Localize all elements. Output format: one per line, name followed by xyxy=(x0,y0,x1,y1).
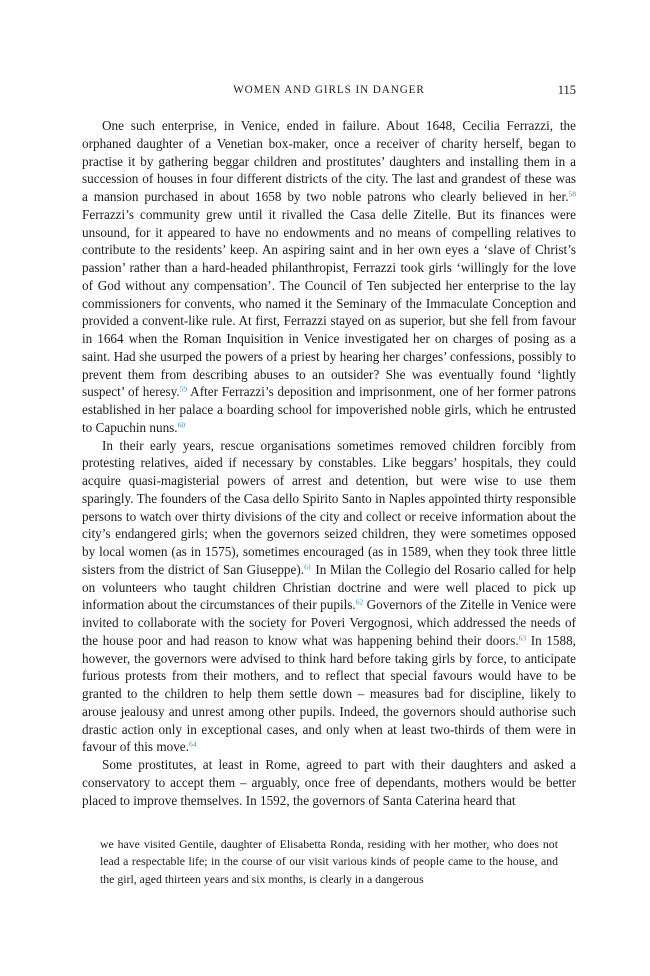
footnote-marker[interactable]: 58 xyxy=(568,189,576,199)
paragraph-text: In 1588, however, the governors were advised to think hard before taking girls by force, to anticipate furious protests from their mothers, and to reflect that special favours would have to be granted to the children to help them settle down – measures bad for discipline, likely to arouse jealousy and unrest among other pupils. Indeed, the governors should authorise such drastic action only in exceptional cases, and only when at least two-thirds of them were in favour of this move. xyxy=(82,632,576,755)
paragraph-text: Governors of the Zitelle in Venice were invited to collaborate with the society for Poveri Vergognosi, which addressed the needs of the house poor and had reason to know what was happening behind their doors. xyxy=(82,597,576,648)
body-text xyxy=(82,117,576,809)
footnote-marker[interactable]: 63 xyxy=(518,633,527,643)
paragraph-text: In their early years, rescue organisations sometimes removed children forcibly from protesting relatives, aided if necessary by constables. Like beggars’ hospitals, they could acquire quasi-magisterial powers of arrest and detention, but were wise to use them sparingly. The founders of the Casa dello Spirito Santo in Naples appointed thirty responsible persons to watch over thirty divisions of the city and collect or receive information about the city’s endangered girls; when the governors seized children, they were sometimes opposed by local women (as in 1575), sometimes encouraged (as in 1589, when they took three little sisters from the district of San Giuseppe). xyxy=(82,437,576,577)
footnote-marker[interactable]: 60 xyxy=(177,420,186,430)
page-number: 115 xyxy=(557,83,576,97)
paragraph-ferrazzi xyxy=(82,117,576,437)
footnote-marker[interactable]: 62 xyxy=(355,597,364,607)
paragraph-rescue-organisations xyxy=(82,437,576,757)
footnote-marker[interactable]: 64 xyxy=(188,739,197,749)
paragraph-prostitutes-daughters xyxy=(82,756,576,809)
paragraph-text: Ferrazzi’s community grew until it rivalled the Casa delle Zitelle. But its finances were unsound, for it appeared to have no endowments and no means of compelling relatives to contribute to the residents’ keep. An aspiring saint and in her own eyes a ‘slave of Christ’s passion’ rather than a hard-headed philanthropist, Ferrazzi took girls ‘willingly for the love of God without any compensation’. The Council of Ten subjected her enterprise to the lay commissioners for convents, who named it the Seminary of the Immaculate Conception and provided a convent-like rule. At first, Ferrazzi stayed on as superior, but she fell from favour in 1664 when the Roman Inquisition in Venice investigated her on charges of posing as a saint. Had she usurped the powers of a priest by hearing her charges’ confessions, possibly to prevent them from describing abuses to an outsider? She was eventually found ‘lightly suspect’ of heresy. xyxy=(82,206,576,400)
footnote-marker[interactable]: 59 xyxy=(179,384,188,394)
footnote-marker[interactable]: 61 xyxy=(304,562,312,572)
paragraph-text: In Milan the Collegio del Rosario called for help on volunteers who taught children Christian doctrine and were well placed to pick up information about the circumstances of their pupils. xyxy=(82,561,576,613)
running-head xyxy=(82,83,576,99)
paragraph-text: After Ferrazzi’s deposition and imprisonment, one of her former patrons established in her palace a boarding school for impoverished noble girls, which he entrusted to Capuchin nuns. xyxy=(82,384,577,435)
running-title: WOMEN AND GIRLS IN DANGER xyxy=(233,84,425,96)
block-quote: we have visited Gentile, daughter of Elisabetta Ronda, residing with her mother, who does not lead a respectable life; in the course of our visit various kinds of people came to the house, and the girl, aged thirteen years and six months, is clearly in a dangerous xyxy=(100,837,558,886)
paragraph-text: One such enterprise, in Venice, ended in failure. About 1648, Cecilia Ferrazzi, the orphaned daughter of a Venetian box-maker, once a receiver of charity herself, began to practise it by gathering beggar children and prostitutes’ daughters and installing them in a succession of houses in four different districts of the city. The last and grandest of these was a mansion purchased in about 1658 by two noble patrons who clearly believed in her. xyxy=(82,118,576,204)
paragraph-text: Some prostitutes, at least in Rome, agreed to part with their daughters and asked a conservatory to accept them – arguably, once free of dependants, mothers would be better placed to improve themselves. In 1592, the governors of Santa Caterina heard that xyxy=(82,757,576,808)
